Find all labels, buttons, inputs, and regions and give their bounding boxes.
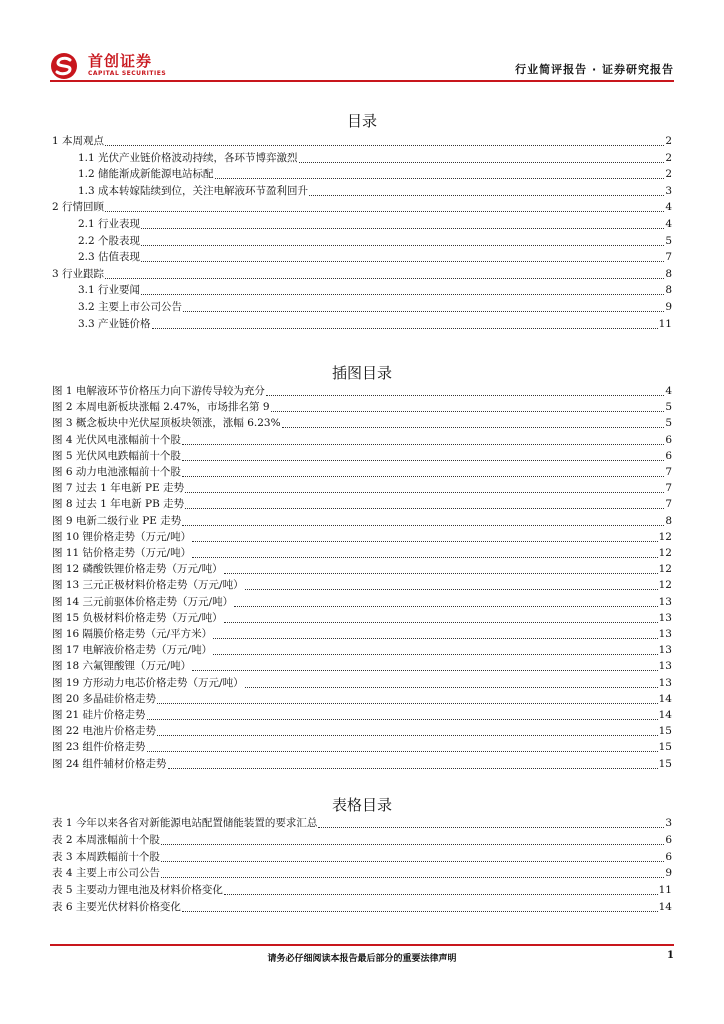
figure-entry[interactable]: [52, 723, 672, 738]
figure-entry-text: 图 2 本周电新板块涨幅 2.47%，市场排名第 9: [52, 401, 270, 414]
toc-entry-text: 3.3 产业链价格: [78, 317, 151, 330]
figure-entry-text: 图 14 三元前驱体价格走势（万元/吨）: [52, 595, 234, 608]
dot-leader: [192, 556, 658, 558]
figure-entry-page-number: 14: [658, 709, 672, 721]
figure-entry-page-number: 5: [665, 401, 672, 414]
table-entry[interactable]: [52, 849, 672, 864]
figure-entry-text: 图 18 六氟锂酸锂（万元/吨）: [52, 660, 192, 673]
report-type-label: 行业简评报告 · 证券研究报告: [515, 63, 674, 76]
figure-entry-text: 图 7 过去 1 年电新 PE 走势: [52, 482, 185, 495]
figure-entry[interactable]: [52, 626, 672, 641]
table-entry[interactable]: [52, 899, 672, 914]
toc-entry-text: 3.2 主要上市公司公告: [78, 301, 183, 313]
figure-entry-page-number: 13: [658, 595, 672, 608]
capital-securities-logo-icon: [50, 52, 78, 80]
dot-leader: [157, 702, 658, 704]
logo-chinese-name: 首创证券: [88, 52, 153, 70]
dot-leader: [299, 161, 665, 163]
figure-list-title: 插图目录: [331, 364, 392, 382]
figure-entry[interactable]: [52, 707, 672, 722]
table-entry-page-number: 9: [665, 867, 672, 880]
figure-entry[interactable]: [52, 529, 672, 544]
dot-leader: [266, 394, 664, 396]
toc-entry[interactable]: [78, 249, 672, 264]
dot-leader: [224, 572, 658, 574]
toc-entry-page-number: 4: [665, 201, 672, 214]
header-divider: [50, 80, 674, 82]
figure-entry-page-number: 15: [658, 725, 672, 738]
figure-entry-page-number: 12: [658, 547, 672, 559]
dot-leader: [234, 605, 658, 607]
dot-leader: [213, 653, 658, 655]
figure-entry-text: 图 1 电解液环节价格压力向下游传导较为充分: [52, 385, 265, 397]
figure-entry[interactable]: [52, 642, 672, 657]
figure-entry-text: 图 24 组件辅材价格走势: [52, 757, 167, 770]
dot-leader: [141, 260, 664, 262]
figure-entry[interactable]: [52, 383, 672, 398]
figure-entry-page-number: 14: [658, 692, 672, 705]
toc-entry-text: 2 行情回顾: [52, 201, 105, 214]
dot-leader: [224, 621, 658, 623]
table-entry-text: 表 3 本周跌幅前十个股: [52, 850, 160, 863]
figure-entry-page-number: 5: [665, 417, 672, 430]
toc-entry-text: 2.2 个股表现: [78, 234, 141, 247]
table-entry-text: 表 6 主要光伏材料价格变化: [52, 901, 181, 913]
toc-entry-page-number: 5: [665, 234, 672, 247]
figure-entry-text: 图 9 电新二级行业 PE 走势: [52, 514, 182, 527]
table-entry-page-number: 3: [665, 817, 672, 829]
dot-leader: [182, 459, 664, 461]
toc-entry[interactable]: [78, 233, 672, 248]
toc-entry[interactable]: [78, 183, 672, 198]
figure-entry-page-number: 8: [665, 514, 672, 527]
dot-leader: [141, 293, 664, 295]
dot-leader: [147, 718, 658, 720]
figure-entry-text: 图 16 隔膜价格走势（元/平方米）: [52, 628, 213, 640]
figure-entry-text: 图 23 组件价格走势: [52, 741, 146, 754]
dot-leader: [282, 426, 665, 428]
dot-leader: [309, 194, 664, 196]
figure-entry[interactable]: [52, 545, 672, 560]
toc-entry-page-number: 8: [665, 267, 672, 280]
toc-entry-text: 3 行业跟踪: [52, 267, 105, 280]
toc-entry-text: 2.1 行业表现: [78, 218, 141, 230]
figure-entry[interactable]: [52, 756, 672, 771]
toc-entry[interactable]: [52, 199, 672, 214]
figure-entry[interactable]: [52, 513, 672, 528]
figure-entry-page-number: 13: [658, 676, 672, 689]
figure-entry-text: 图 22 电池片价格走势: [52, 725, 157, 738]
table-entry-page-number: 11: [658, 884, 672, 897]
dot-leader: [245, 588, 658, 590]
figure-entry[interactable]: [52, 561, 672, 576]
dot-leader: [141, 244, 664, 246]
figure-entry-text: 图 15 负极材料价格走势（万元/吨）: [52, 611, 223, 624]
figure-entry[interactable]: [52, 658, 672, 673]
toc-entry-text: 1.3 成本转嫁陆续到位，关注电解液环节盈利回升: [78, 184, 309, 197]
dot-leader: [161, 876, 664, 878]
figure-entry-text: 图 6 动力电池涨幅前十个股: [52, 466, 181, 478]
toc-entry-page-number: 2: [665, 135, 672, 147]
toc-entry-page-number: 4: [665, 218, 672, 230]
figure-entry-page-number: 15: [658, 741, 672, 754]
toc-entry-text: 2.3 估值表现: [78, 251, 141, 264]
toc-entry[interactable]: [52, 133, 672, 148]
table-entry[interactable]: [52, 832, 672, 847]
figure-entry-page-number: 13: [658, 644, 672, 657]
figure-entry[interactable]: [52, 691, 672, 706]
figure-entry-page-number: 15: [658, 757, 672, 770]
toc-entry[interactable]: [78, 150, 672, 165]
toc-entry[interactable]: [78, 216, 672, 231]
legal-disclaimer-note: 请务必仔细阅读本报告最后部分的重要法律声明: [267, 954, 457, 964]
figure-entry-page-number: 4: [665, 385, 672, 397]
dot-leader: [157, 734, 658, 736]
figure-entry[interactable]: [52, 594, 672, 609]
toc-entry-text: 3.1 行业要闻: [78, 284, 141, 297]
dot-leader: [271, 410, 665, 412]
figure-entry[interactable]: [52, 480, 672, 495]
figure-entry[interactable]: [52, 496, 672, 511]
toc-entry-text: 1.2 储能渐成新能源电站标配: [78, 168, 214, 181]
toc-entry[interactable]: [78, 316, 672, 331]
toc-title: 目录: [346, 112, 377, 130]
figure-entry-page-number: 12: [658, 563, 672, 576]
table-entry[interactable]: [52, 815, 672, 830]
figure-entry-page-number: 12: [658, 579, 672, 592]
figure-entry-text: 图 17 电解液价格走势（万元/吨）: [52, 644, 213, 657]
table-entry-page-number: 6: [665, 850, 672, 863]
dot-leader: [192, 669, 658, 671]
dot-leader: [224, 893, 658, 895]
figure-entry-text: 图 8 过去 1 年电新 PB 走势: [52, 498, 185, 511]
figure-entry[interactable]: [52, 448, 672, 463]
toc-entry[interactable]: [78, 299, 672, 314]
table-entry-page-number: 14: [658, 901, 672, 913]
table-entry-text: 表 2 本周涨幅前十个股: [52, 833, 160, 846]
dot-leader: [182, 443, 664, 445]
figure-entry-page-number: 6: [665, 449, 672, 462]
figure-entry-text: 图 19 方形动力电芯价格走势（万元/吨）: [52, 676, 244, 689]
page-header: [50, 48, 674, 82]
dot-leader: [215, 177, 665, 179]
figure-entry-page-number: 7: [665, 466, 672, 478]
toc-entry-page-number: 9: [665, 301, 672, 313]
figure-entry[interactable]: [52, 464, 672, 479]
figure-entry-text: 图 20 多晶硅价格走势: [52, 692, 157, 705]
toc-entry-page-number: 3: [665, 184, 672, 197]
table-entry-text: 表 5 主要动力锂电池及材料价格变化: [52, 884, 223, 897]
figure-entry[interactable]: [52, 610, 672, 625]
figure-entry[interactable]: [52, 739, 672, 754]
table-entry[interactable]: [52, 865, 672, 880]
dot-leader: [185, 507, 664, 509]
figure-entry-page-number: 7: [665, 498, 672, 511]
figure-entry-page-number: 12: [658, 530, 672, 543]
toc-entry[interactable]: [78, 282, 672, 297]
figure-entry[interactable]: [52, 577, 672, 592]
table-entry-text: 表 1 今年以来各省对新能源电站配置储能装置的要求汇总: [52, 817, 318, 829]
dot-leader: [152, 327, 658, 329]
toc-entry[interactable]: [78, 166, 672, 181]
dot-leader: [183, 310, 664, 312]
toc-entry-page-number: 11: [658, 317, 672, 330]
table-list-title: 表格目录: [331, 796, 392, 814]
dot-leader: [105, 144, 664, 146]
dot-leader: [192, 540, 658, 542]
logo-english-name: CAPITAL SECURITIES: [88, 70, 167, 77]
dot-leader: [105, 277, 664, 279]
dot-leader: [213, 637, 658, 639]
dot-leader: [147, 750, 658, 752]
figure-entry-page-number: 13: [658, 611, 672, 624]
figure-entry[interactable]: [52, 415, 672, 430]
toc-entry-text: 1 本周观点: [52, 135, 105, 147]
figure-entry-text: 图 21 硅片价格走势: [52, 709, 146, 721]
figure-entry[interactable]: [52, 399, 672, 414]
toc-entry-page-number: 2: [665, 168, 672, 181]
dot-leader: [161, 843, 664, 845]
figure-entry[interactable]: [52, 675, 672, 690]
dot-leader: [182, 475, 664, 477]
dot-leader: [105, 210, 664, 212]
footer-divider: [50, 944, 674, 946]
figure-entry-text: 图 11 钴价格走势（万元/吨）: [52, 547, 192, 559]
table-entry[interactable]: [52, 882, 672, 897]
figure-entry-text: 图 10 锂价格走势（万元/吨）: [52, 530, 192, 543]
figure-entry-text: 图 3 概念板块中光伏屋顶板块领涨，涨幅 6.23%: [52, 417, 281, 430]
dot-leader: [245, 686, 658, 688]
dot-leader: [141, 227, 664, 229]
dot-leader: [168, 767, 658, 769]
figure-entry-page-number: 7: [665, 482, 672, 495]
figure-entry-text: 图 12 磷酸铁锂价格走势（万元/吨）: [52, 563, 223, 576]
dot-leader: [318, 826, 664, 828]
dot-leader: [182, 910, 658, 912]
table-entry-page-number: 6: [665, 833, 672, 846]
toc-entry-page-number: 2: [665, 151, 672, 164]
figure-entry-page-number: 13: [658, 660, 672, 673]
toc-entry-page-number: 8: [665, 284, 672, 297]
figure-entry-page-number: 13: [658, 628, 672, 640]
dot-leader: [161, 860, 664, 862]
toc-entry[interactable]: [52, 266, 672, 281]
dot-leader: [182, 524, 664, 526]
toc-entry-page-number: 7: [665, 251, 672, 264]
dot-leader: [185, 491, 664, 493]
figure-entry-text: 图 4 光伏风电涨幅前十个股: [52, 433, 181, 446]
figure-entry-text: 图 5 光伏风电跌幅前十个股: [52, 449, 181, 462]
toc-entry-text: 1.1 光伏产业链价格波动持续，各环节博弈激烈: [78, 151, 298, 164]
figure-entry-text: 图 13 三元正极材料价格走势（万元/吨）: [52, 579, 244, 592]
figure-entry[interactable]: [52, 432, 672, 447]
page-number: 1: [667, 950, 674, 961]
table-entry-text: 表 4 主要上市公司公告: [52, 867, 160, 880]
figure-entry-page-number: 6: [665, 433, 672, 446]
